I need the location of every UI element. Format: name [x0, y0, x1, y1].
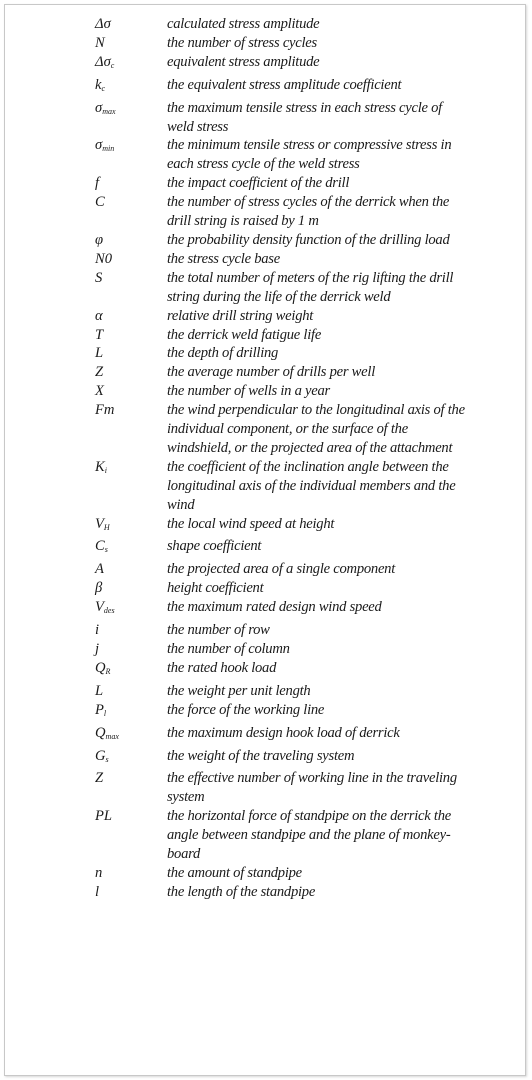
symbol	[5, 344, 167, 363]
nomenclature-row	[5, 598, 527, 621]
definition: the derrick weld fatigue life	[167, 326, 322, 343]
definition: the number of stress cycles of the derrick when the drill string is raised by 1 m	[167, 194, 450, 230]
definition: shape coefficient	[167, 538, 262, 555]
symbol	[5, 136, 167, 174]
symbol	[5, 579, 167, 598]
definition: the average number of drills per well	[167, 364, 376, 381]
symbol	[5, 560, 167, 579]
nomenclature-row	[5, 269, 527, 307]
definition: the force of the working line	[167, 701, 325, 718]
nomenclature-row	[5, 458, 527, 515]
symbol-main: C	[95, 538, 105, 555]
symbol-subscript: max	[105, 731, 119, 741]
symbol-main: Z	[95, 770, 104, 787]
symbol-main: X	[95, 383, 104, 400]
symbol-main: β	[95, 580, 103, 597]
symbol-main: σ	[95, 99, 103, 116]
symbol	[5, 326, 167, 345]
symbol-main: Q	[95, 659, 106, 676]
symbol-main: PL	[95, 808, 113, 825]
symbol	[5, 883, 167, 902]
symbol	[5, 34, 167, 53]
definition: the minimum tensile stress or compressive stress in each stress cycle of the weld stress	[167, 137, 452, 173]
symbol-subscript: H	[103, 522, 110, 532]
symbol-main: K	[95, 458, 105, 475]
symbol	[5, 193, 167, 231]
definition: the coefficient of the inclination angle between the longitudinal axis of the individual members and the wind	[167, 458, 456, 513]
symbol-main: σ	[95, 137, 103, 154]
symbol	[5, 769, 167, 807]
definition: height coefficient	[167, 580, 264, 597]
symbol-main: f	[95, 175, 100, 192]
definition: the projected area of a single component	[167, 561, 396, 578]
symbol-subscript: R	[105, 666, 111, 676]
nomenclature-row	[5, 382, 527, 401]
symbol-subscript: s	[104, 545, 108, 555]
definition: the stress cycle base	[167, 250, 280, 267]
nomenclature-row	[5, 640, 527, 659]
nomenclature-row	[5, 76, 527, 99]
nomenclature-row	[5, 34, 527, 53]
definition: the wind perpendicular to the longitudinal axis of the individual component, or the surface of the windshield, or the projected area of the attachment	[167, 402, 465, 456]
definition: the amount of standpipe	[167, 864, 302, 881]
symbol-main: S	[95, 269, 103, 286]
symbol	[5, 53, 167, 76]
symbol	[5, 701, 167, 724]
nomenclature-row	[5, 136, 527, 174]
symbol-main: V	[95, 599, 104, 616]
definition: the local wind speed at height	[167, 515, 335, 532]
nomenclature-row	[5, 682, 527, 701]
symbol	[5, 682, 167, 701]
symbol-main: α	[95, 307, 103, 324]
nomenclature-row	[5, 174, 527, 193]
symbol-subscript: min	[102, 144, 115, 154]
definition: the maximum tensile stress in each stress cycle of weld stress	[167, 99, 442, 135]
definition: the number of stress cycles	[167, 34, 317, 51]
definition: the length of the standpipe	[167, 883, 316, 900]
nomenclature-row	[5, 53, 527, 76]
nomenclature-row	[5, 537, 527, 560]
symbol	[5, 640, 167, 659]
definition: the number of row	[167, 622, 270, 639]
symbol	[5, 515, 167, 538]
symbol-subscript: i	[104, 465, 107, 475]
symbol-main: Z	[95, 364, 104, 381]
definition: the weight per unit length	[167, 682, 311, 699]
definition: the total number of meters of the rig lifting the drill string during the life of the derrick weld	[167, 269, 454, 305]
symbol	[5, 747, 167, 770]
symbol-main: j	[95, 641, 100, 657]
symbol-subscript: c	[101, 83, 106, 93]
nomenclature-row	[5, 344, 527, 363]
definition: the rated hook load	[167, 659, 277, 676]
nomenclature-row	[5, 747, 527, 770]
symbol-main: V	[95, 515, 104, 532]
symbol-main: N0	[95, 250, 113, 267]
symbol-subscript: c	[110, 60, 115, 70]
definition: equivalent stress amplitude	[167, 53, 320, 70]
symbol	[5, 537, 167, 560]
symbol-subscript: s	[105, 754, 109, 764]
nomenclature-row	[5, 250, 527, 269]
symbol-main: N	[95, 34, 105, 51]
symbol-main: n	[95, 864, 103, 881]
nomenclature-row	[5, 99, 527, 137]
symbol	[5, 99, 167, 137]
symbol	[5, 269, 167, 307]
symbol-main: Δσ	[95, 16, 111, 32]
symbol	[5, 363, 167, 382]
symbol-main: i	[95, 622, 100, 639]
nomenclature-row	[5, 621, 527, 640]
symbol-main: A	[95, 561, 104, 578]
nomenclature-row	[5, 515, 527, 538]
symbol-main: l	[95, 883, 100, 900]
definition: the equivalent stress amplitude coefficient	[167, 76, 402, 93]
nomenclature-row	[5, 560, 527, 579]
symbol	[5, 76, 167, 99]
symbol	[5, 174, 167, 193]
nomenclature-row	[5, 864, 527, 883]
nomenclature-row	[5, 326, 527, 345]
symbol-main: P	[95, 701, 104, 718]
symbol	[5, 864, 167, 883]
symbol-main: φ	[95, 231, 104, 248]
symbol	[5, 659, 167, 682]
symbol	[5, 458, 167, 515]
nomenclature-panel	[4, 4, 526, 1076]
nomenclature-row	[5, 769, 527, 807]
nomenclature-row	[5, 701, 527, 724]
symbol-main: C	[95, 194, 105, 211]
symbol	[5, 15, 167, 34]
definition: the impact coefficient of the drill	[167, 175, 350, 192]
symbol-main: k	[95, 76, 102, 93]
definition: the effective number of working line in the traveling system	[167, 770, 457, 806]
definition: the horizontal force of standpipe on the derrick the angle between standpipe and the plane of monkey-board	[167, 808, 451, 863]
symbol	[5, 382, 167, 401]
definition: the maximum design hook load of derrick	[167, 724, 400, 741]
symbol	[5, 250, 167, 269]
definition: the maximum rated design wind speed	[167, 599, 382, 616]
definition: the depth of drilling	[167, 345, 279, 362]
definition: the weight of the traveling system	[167, 747, 355, 764]
symbol	[5, 724, 167, 747]
definition: relative drill string weight	[167, 307, 314, 324]
nomenclature-row	[5, 883, 527, 902]
nomenclature-row	[5, 659, 527, 682]
nomenclature-row	[5, 15, 527, 34]
nomenclature-list	[5, 15, 527, 902]
definition: the number of column	[167, 641, 290, 657]
nomenclature-row	[5, 401, 527, 458]
symbol	[5, 401, 167, 458]
nomenclature-row	[5, 307, 527, 326]
symbol	[5, 231, 167, 250]
symbol-main: L	[95, 682, 104, 699]
symbol-main: Δσ	[95, 53, 111, 70]
nomenclature-row	[5, 363, 527, 382]
nomenclature-row	[5, 807, 527, 864]
symbol-main: T	[95, 326, 104, 343]
nomenclature-row	[5, 231, 527, 250]
definition: calculated stress amplitude	[167, 16, 320, 32]
symbol	[5, 621, 167, 640]
nomenclature-row	[5, 579, 527, 598]
symbol-subscript: max	[102, 106, 116, 116]
symbol-subscript: des	[103, 606, 115, 616]
symbol-main: Q	[95, 724, 106, 741]
nomenclature-row	[5, 193, 527, 231]
definition: the probability density function of the drilling load	[167, 231, 450, 248]
symbol	[5, 598, 167, 621]
symbol-subscript: l	[103, 708, 107, 718]
nomenclature-row	[5, 724, 527, 747]
definition: the number of wells in a year	[167, 383, 330, 400]
symbol-main: L	[95, 345, 104, 362]
symbol-main: Fm	[95, 402, 115, 419]
symbol-main: G	[95, 747, 106, 764]
symbol	[5, 807, 167, 864]
symbol	[5, 307, 167, 326]
